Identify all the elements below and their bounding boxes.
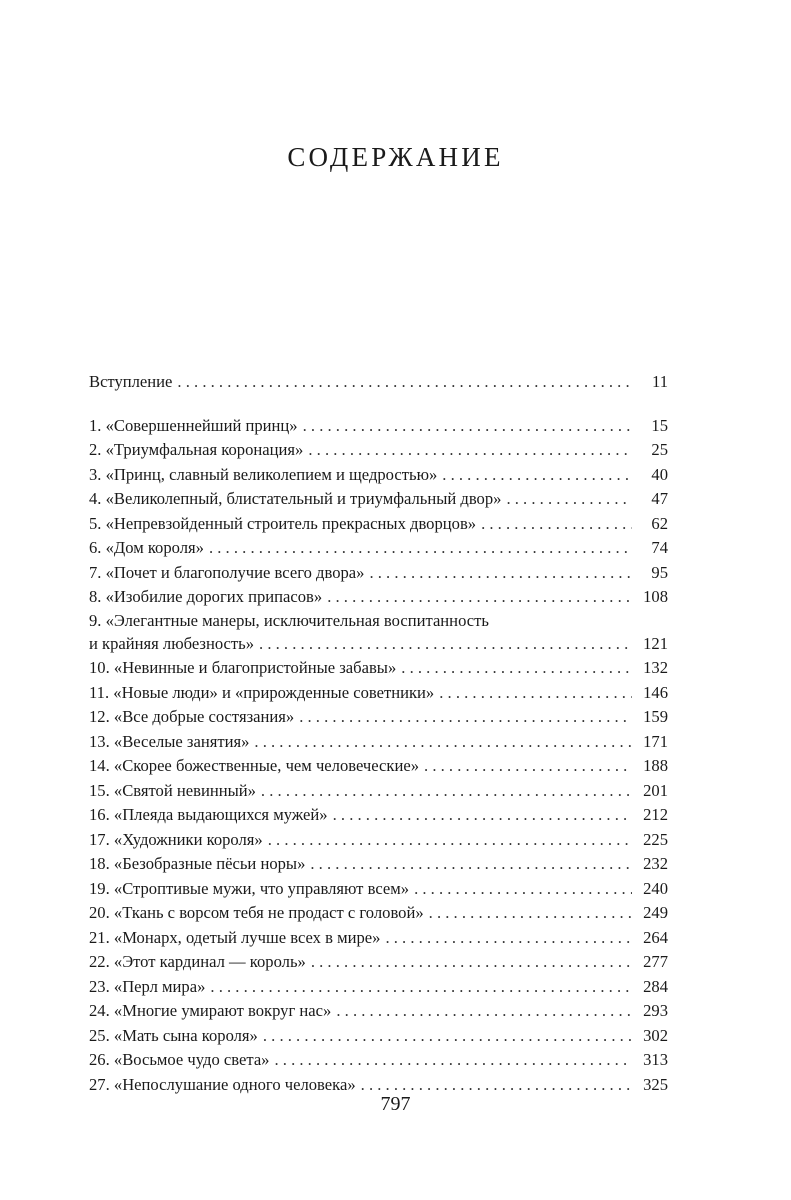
dot-leader [369,561,632,586]
toc-entry-chapter-11[interactable] [89,681,668,706]
toc-entry-chapter-24[interactable] [89,999,668,1024]
table-of-contents [89,370,668,1097]
toc-entry-chapter-20[interactable] [89,901,668,926]
dot-leader [210,975,632,1000]
toc-entry-chapter-14[interactable] [89,754,668,779]
toc-entry-chapter-22[interactable] [89,950,668,975]
toc-entry-title: 16. «Плеяда выдающихся мужей» [89,805,328,824]
toc-entry-title: 25. «Мать сына короля» [89,1025,258,1045]
dot-leader [327,585,632,610]
toc-entry-title: 19. «Строптивые мужи, что управляют всем» [89,878,410,898]
toc-entry-page: 212 [643,805,668,824]
toc-entry-intro[interactable] [89,370,668,395]
toc-entry-page: 293 [643,1001,668,1020]
toc-entry-page: 188 [643,756,668,775]
dot-leader [424,754,632,779]
toc-entry-title: 3. «Принц, славный великолепием и щедростью» [89,464,438,484]
toc-entry-page: 313 [643,1050,668,1069]
dot-leader [336,999,632,1024]
toc-entry-chapter-1[interactable] [89,414,668,439]
toc-entry-chapter-9[interactable] [89,610,668,657]
toc-entry-page: 11 [652,372,668,391]
toc-entry-title: 13. «Веселые занятия» [89,731,250,751]
toc-entry-title: 24. «Многие умирают вокруг нас» [89,1001,332,1020]
dot-leader [209,536,632,561]
toc-entry-page: 146 [643,682,668,702]
toc-entry-title: 12. «Все добрые состязания» [89,707,295,726]
dot-leader [385,926,632,951]
page-number: 797 [380,1093,411,1115]
toc-entry-title: 1. «Совершеннейший принц» [89,415,298,435]
toc-entry-page: 108 [643,587,668,606]
toc-entry-chapter-8[interactable] [89,585,668,610]
toc-entry-title: 18. «Безобразные пёсьи норы» [89,854,306,873]
toc-entry-page: 240 [643,878,668,898]
toc-entry-page: 171 [643,731,668,751]
toc-entry-title: 17. «Художники короля» [89,829,263,849]
toc-entry-chapter-21[interactable] [89,926,668,951]
toc-entry-title: 10. «Невинные и благопристойные забавы» [89,658,397,677]
toc-entry-chapter-26[interactable] [89,1048,668,1073]
toc-entry-title: 7. «Почет и благополучие всего двора» [89,562,365,582]
toc-entry-page: 159 [643,707,668,726]
dot-leader [254,730,632,755]
toc-entry-page: 47 [651,489,668,508]
toc-entry-page: 121 [643,633,668,653]
toc-entry-title: Вступление [89,372,173,391]
toc-entry-chapter-2[interactable] [89,438,668,463]
toc-entry-page: 15 [651,415,668,435]
toc-entry-title: 22. «Этот кардинал — король» [89,952,306,971]
dot-leader [442,463,632,488]
dot-leader [333,803,632,828]
toc-entry-title: 26. «Восьмое чудо света» [89,1050,270,1069]
toc-entry-page: 302 [643,1025,668,1045]
toc-entry-page: 284 [643,976,668,996]
toc-entry-title: 11. «Новые люди» и «прирожденные советники» [89,682,435,702]
toc-entry-chapter-16[interactable] [89,803,668,828]
toc-entry-page: 40 [651,464,668,484]
toc-entry-chapter-3[interactable] [89,463,668,488]
page-title: СОДЕРЖАНИЕ [287,142,504,172]
toc-entry-title-line1: 9. «Элегантные манеры, исключительная воспитанность [89,610,489,630]
toc-entry-title: 20. «Ткань с ворсом тебя не продаст с головой» [89,903,424,922]
dot-leader [259,632,632,657]
toc-entry-title: 14. «Скорее божественные, чем человеческие» [89,756,420,775]
toc-entry-chapter-4[interactable] [89,487,668,512]
dot-leader [401,656,632,681]
toc-entry-page: 132 [643,658,668,677]
dot-leader [311,950,632,975]
dot-leader [506,487,632,512]
dot-leader [308,438,632,463]
toc-entry-chapter-12[interactable] [89,705,668,730]
dot-leader [261,779,632,804]
toc-entry-title-line2: и крайняя любезность» [89,633,255,653]
toc-entry-page: 232 [643,854,668,873]
toc-entry-chapter-23[interactable] [89,975,668,1000]
toc-entry-title: 4. «Великолепный, блистательный и триумфальный двор» [89,489,502,508]
toc-entry-chapter-6[interactable] [89,536,668,561]
dot-leader [299,705,632,730]
toc-entry-title: 21. «Монарх, одетый лучше всех в мире» [89,927,381,947]
toc-entry-title: 8. «Изобилие дорогих припасов» [89,587,323,606]
dot-leader [414,877,632,902]
toc-entry-page: 62 [651,513,668,533]
toc-entry-page: 225 [643,829,668,849]
toc-entry-page: 325 [643,1074,668,1094]
toc-entry-chapter-10[interactable] [89,656,668,681]
dot-leader [268,828,632,853]
toc-entry-page: 249 [643,903,668,922]
toc-entry-chapter-15[interactable] [89,779,668,804]
toc-entry-title: 27. «Непослушание одного человека» [89,1074,356,1094]
toc-entry-page: 74 [651,538,668,557]
toc-entry-page: 264 [643,927,668,947]
toc-entry-chapter-19[interactable] [89,877,668,902]
toc-entry-chapter-13[interactable] [89,730,668,755]
dot-leader [310,852,632,877]
toc-entry-chapter-18[interactable] [89,852,668,877]
toc-entry-title: 5. «Непревзойденный строитель прекрасных дворцов» [89,513,477,533]
dot-leader [439,681,632,706]
dot-leader [481,512,632,537]
toc-entry-chapter-17[interactable] [89,828,668,853]
toc-entry-page: 277 [643,952,668,971]
toc-entry-chapter-25[interactable] [89,1024,668,1049]
dot-leader [274,1048,632,1073]
toc-entry-title: 6. «Дом короля» [89,538,204,557]
toc-entry-page: 25 [651,440,668,459]
dot-leader [429,901,632,926]
toc-entry-title: 2. «Триумфальная коронация» [89,440,304,459]
toc-entry-page: 201 [643,780,668,800]
toc-entry-chapter-7[interactable] [89,561,668,586]
toc-entry-title: 15. «Святой невинный» [89,780,256,800]
toc-entry-page: 95 [651,562,668,582]
dot-leader [303,414,632,439]
toc-entry-chapter-5[interactable] [89,512,668,537]
dot-leader [263,1024,632,1049]
dot-leader [177,370,632,395]
toc-entry-title: 23. «Перл мира» [89,976,206,996]
